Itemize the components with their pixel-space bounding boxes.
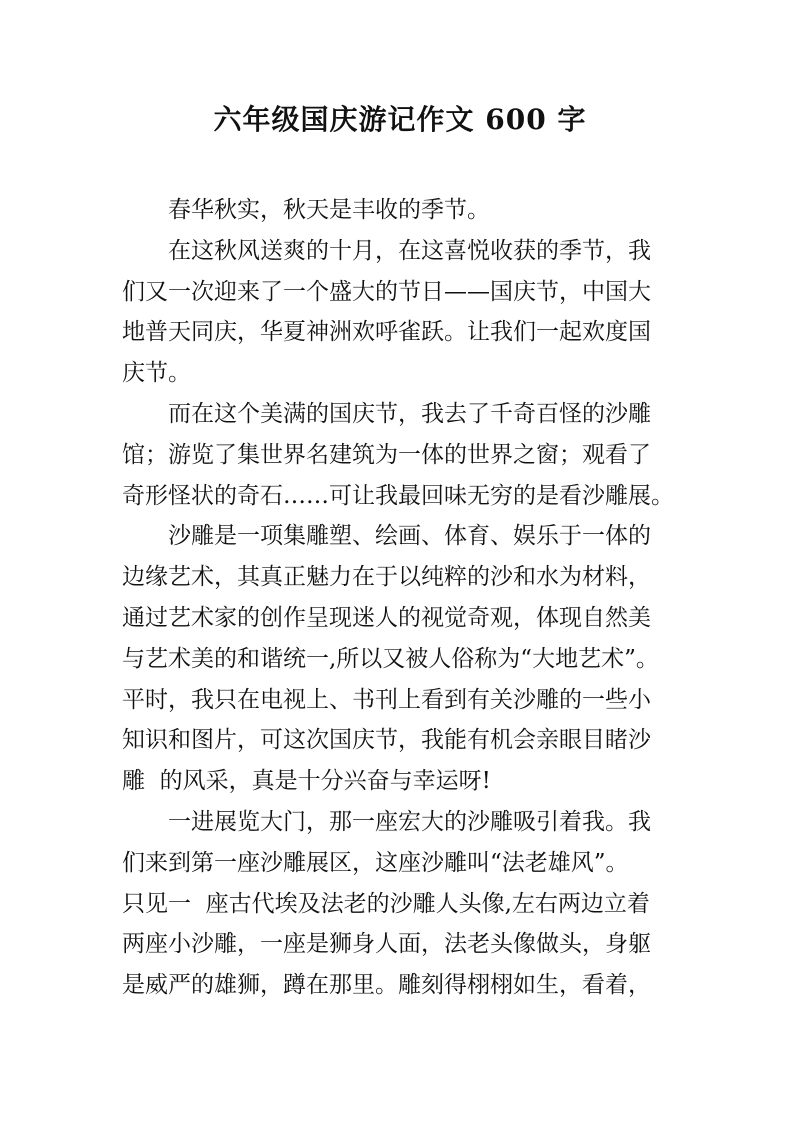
document-title: 六年级国庆游记作文 600 字 <box>213 103 587 136</box>
paragraph-line: 是威严的雄狮，蹲在那里。雕刻得栩栩如生，看着， <box>122 972 651 999</box>
paragraph-line: 知识和图片，可这次国庆节，我能有机会亲眼目睹沙 <box>122 727 651 754</box>
paragraph-line: 雕 的风采，真是十分兴奋与幸运呀! <box>122 768 491 795</box>
paragraph-line: 们又一次迎来了一个盛大的节日——国庆节，中国大 <box>122 278 651 305</box>
paragraph-line: 边缘艺术，其真正魅力在于以纯粹的沙和水为材料， <box>122 564 651 591</box>
paragraph-first-line: 而在这个美满的国庆节，我去了千奇百怪的沙雕 <box>168 400 651 427</box>
paragraph-first-line: 春华秋实，秋天是丰收的季节。 <box>168 197 490 223</box>
paragraph-line: 庆节。 <box>122 360 191 387</box>
paragraph-line: 地普天同庆，华夏神洲欢呼雀跃。让我们一起欢度国 <box>122 319 651 346</box>
paragraph-line: 只见一 座古代埃及法老的沙雕人头像,左右两边立着 <box>122 890 650 917</box>
paragraph-first-line: 一进展览大门，那一座宏大的沙雕吸引着我。我 <box>168 808 651 835</box>
document-body <box>122 190 692 1006</box>
paragraph-line: 通过艺术家的创作呈现迷人的视觉奇观，体现自然美 <box>122 604 651 631</box>
paragraph-first-line: 在这秋风送爽的十月，在这喜悦收获的季节，我 <box>168 237 651 264</box>
paragraph-line: 平时，我只在电视上、书刊上看到有关沙雕的一些小 <box>122 686 651 713</box>
paragraph-line: 馆；游览了集世界名建筑为一体的世界之窗；观看了 <box>122 441 651 468</box>
paragraph-first-line: 沙雕是一项集雕塑、绘画、体育、娱乐于一体的 <box>168 523 651 550</box>
paragraph-line: 与艺术美的和谐统一,所以又被人俗称为“大地艺术”。 <box>122 645 659 672</box>
paragraph-line: 奇形怪状的奇石……可让我最回味无穷的是看沙雕展。 <box>122 482 674 509</box>
paragraph-line: 们来到第一座沙雕展区，这座沙雕叫“法老雄风”。 <box>122 849 629 876</box>
paragraph-line: 两座小沙雕，一座是狮身人面，法老头像做头，身躯 <box>122 931 651 958</box>
